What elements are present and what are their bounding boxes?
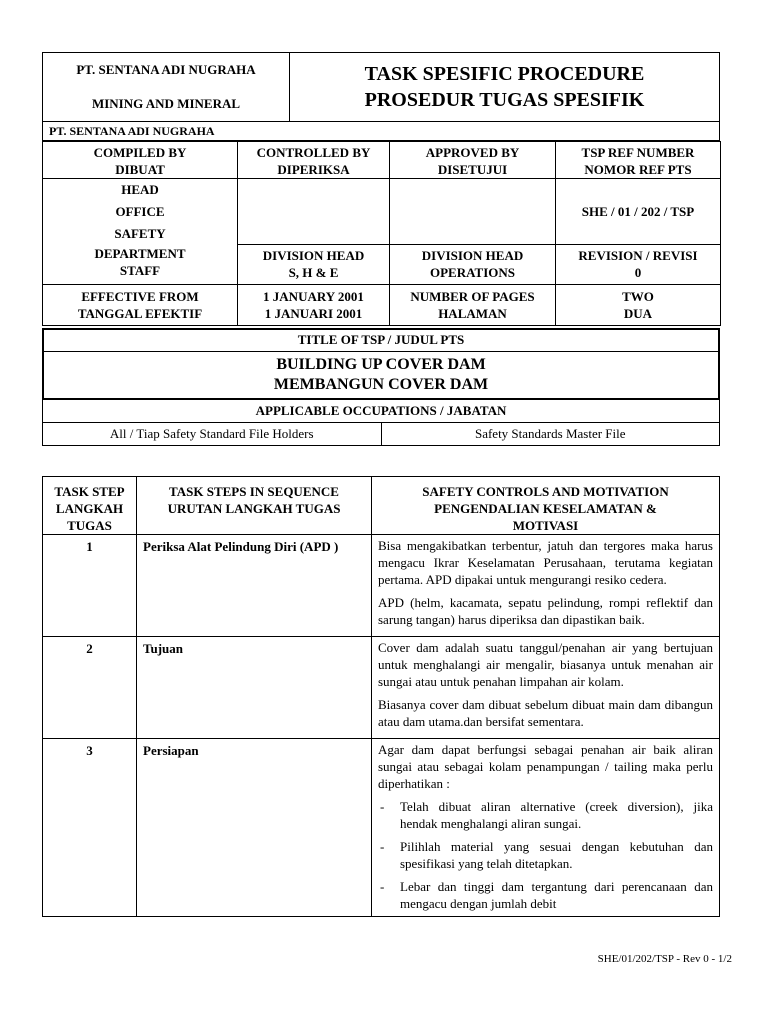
approved-label-id: DISETUJUI — [437, 162, 508, 177]
ref-label: TSP REF NUMBER — [581, 145, 695, 160]
occupations-table — [42, 400, 720, 446]
company-cell — [43, 53, 290, 122]
pages-value: TWO — [622, 289, 654, 304]
header-line: SAFETY CONTROLS AND MOTIVATION — [422, 484, 669, 499]
document-title-id: PROSEDUR TUGAS SPESIFIK — [364, 89, 645, 111]
task-sequence-column-header — [137, 477, 372, 535]
header-line: TASK STEPS IN SEQUENCE — [169, 484, 339, 499]
header-line: LANGKAH — [55, 501, 124, 516]
compiled-by-line: DEPARTMENT — [94, 246, 186, 261]
task-step-column-header — [43, 477, 137, 535]
step-name: Periksa Alat Pelindung Diri (APD ) — [137, 535, 372, 637]
controlled-role-line: S, H & E — [288, 265, 339, 280]
control-list — [378, 798, 713, 912]
compiled-label: COMPILED BY — [93, 145, 187, 160]
occupation-master-file: Safety Standards Master File — [381, 422, 720, 445]
effective-date-cell — [238, 285, 390, 326]
control-paragraph: APD (helm, kacamata, sepatu pelindung, rompi reflektif dan sarung tangan) harus diperiksa dan dipastikan baik. — [378, 595, 713, 627]
step-number: 3 — [43, 739, 137, 917]
header-line: TASK STEP — [54, 484, 125, 499]
safety-controls-column-header — [372, 477, 720, 535]
safety-control — [372, 637, 720, 739]
document-title-en: TASK SPESIFIC PROCEDURE — [364, 63, 645, 85]
revision-label: REVISION / REVISI — [578, 248, 698, 263]
header-line: TUGAS — [67, 518, 112, 533]
controlled-by-header — [238, 142, 390, 179]
compiled-label-id: DIBUAT — [115, 162, 165, 177]
compiled-by-value — [43, 179, 238, 285]
controlled-signature-cell — [238, 179, 390, 245]
compiled-by-line: OFFICE — [115, 204, 165, 219]
compiled-by-line: SAFETY — [114, 226, 166, 241]
control-list-item: - Telah dibuat aliran alternative (creek diversion), jika hendak menghalangi aliran sungai. — [378, 798, 713, 832]
tsp-title-label: TITLE OF TSP / JUDUL PTS — [44, 330, 718, 351]
control-list-item: - Pilihlah material yang sesuai dengan kebutuhan dan spesifikasi yang telah ditetapkan. — [378, 838, 713, 872]
compiled-by-header — [43, 142, 238, 179]
effective-label: EFFECTIVE FROM — [81, 289, 199, 304]
pages-value-cell — [556, 285, 721, 326]
control-paragraph: Cover dam adalah suatu tanggul/penahan air yang bertujuan untuk menghalangi air mengalir, biasanya untuk menahan air sungai atau untuk penahan limpahan air kolam. — [378, 640, 713, 689]
document-header — [42, 52, 720, 446]
control-paragraph: Bisa mengakibatkan terbentur, jatuh dan tergores maka harus mengacu Ikrar Keselamatan Perusahaan, terutama kegiatan pertama. APD dipakai untuk mengurangi resiko cedera. — [378, 538, 713, 587]
ref-number-value: SHE / 01 / 202 / TSP — [556, 179, 721, 245]
approved-label: APPROVED BY — [425, 145, 520, 160]
occupation-holders: All / Tiap Safety Standard File Holders — [43, 422, 382, 445]
controlled-label: CONTROLLED BY — [256, 145, 371, 160]
task-table-header — [43, 477, 720, 535]
approved-role — [390, 245, 556, 285]
pages-label: NUMBER OF PAGES — [410, 289, 535, 304]
tsp-title-line: BUILDING UP COVER DAM — [276, 355, 486, 373]
page-footer: SHE/01/202/TSP - Rev 0 - 1/2 — [597, 953, 732, 965]
task-steps-table — [42, 476, 720, 917]
safety-control — [372, 535, 720, 637]
control-list-item: - Lebar dan tinggi dam tergantung dari perencanaan dan mengacu dengan jumlah debit — [378, 878, 713, 912]
approved-role-line: OPERATIONS — [430, 265, 515, 280]
company-name: PT. SENTANA ADI NUGRAHA — [76, 62, 256, 77]
table-row — [43, 535, 720, 637]
header-line: URUTAN LANGKAH TUGAS — [167, 501, 341, 516]
ref-number-header — [556, 142, 721, 179]
approved-by-header — [390, 142, 556, 179]
header-line: PENGENDALIAN KESELAMATAN & — [434, 501, 657, 516]
table-row — [43, 637, 720, 739]
step-name: Persiapan — [137, 739, 372, 917]
compiled-by-line: STAFF — [119, 263, 161, 278]
document-title-cell — [290, 53, 720, 122]
step-number: 2 — [43, 637, 137, 739]
occupations-label: APPLICABLE OCCUPATIONS / JABATAN — [43, 400, 720, 422]
revision-cell — [556, 245, 721, 285]
step-name: Tujuan — [137, 637, 372, 739]
effective-date: 1 JANUARY 2001 — [263, 289, 364, 304]
pages-value-id: DUA — [623, 306, 653, 321]
effective-label-id: TANGGAL EFEKTIF — [77, 306, 203, 321]
header-line: MOTIVASI — [512, 518, 579, 533]
revision-value: 0 — [634, 265, 642, 280]
control-paragraph: Biasanya cover dam dibuat sebelum dibuat main dam dibangun atau dam utama.dan bersifat sementara. — [378, 697, 713, 729]
pages-label-cell — [390, 285, 556, 326]
tsp-title-line: MEMBANGUN COVER DAM — [273, 375, 489, 393]
approval-grid — [42, 141, 721, 326]
control-paragraph: Agar dam dapat berfungsi sebagai penahan air baik aliran sungai atau sebagai kolam penampungan / tailing maka perlu diperhatikan : — [378, 742, 713, 791]
company-row: PT. SENTANA ADI NUGRAHA — [43, 122, 720, 141]
company-row-table — [42, 122, 720, 141]
compiled-by-line: HEAD — [121, 182, 159, 197]
safety-control — [372, 739, 720, 917]
ref-label-id: NOMOR REF PTS — [584, 162, 692, 177]
approved-role-line: DIVISION HEAD — [421, 248, 524, 263]
company-division: MINING AND MINERAL — [91, 96, 241, 111]
controlled-label-id: DIPERIKSA — [277, 162, 350, 177]
effective-label-cell — [43, 285, 238, 326]
approved-signature-cell — [390, 179, 556, 245]
controlled-role — [238, 245, 390, 285]
table-row — [43, 739, 720, 917]
tsp-title-table — [44, 330, 718, 400]
step-number: 1 — [43, 535, 137, 637]
header-top-table — [42, 52, 720, 122]
tsp-title-box — [42, 328, 720, 400]
controlled-role-line: DIVISION HEAD — [262, 248, 365, 263]
pages-label-id: HALAMAN — [438, 306, 507, 321]
tsp-title-value — [44, 351, 718, 399]
effective-date-id: 1 JANUARI 2001 — [264, 306, 363, 321]
